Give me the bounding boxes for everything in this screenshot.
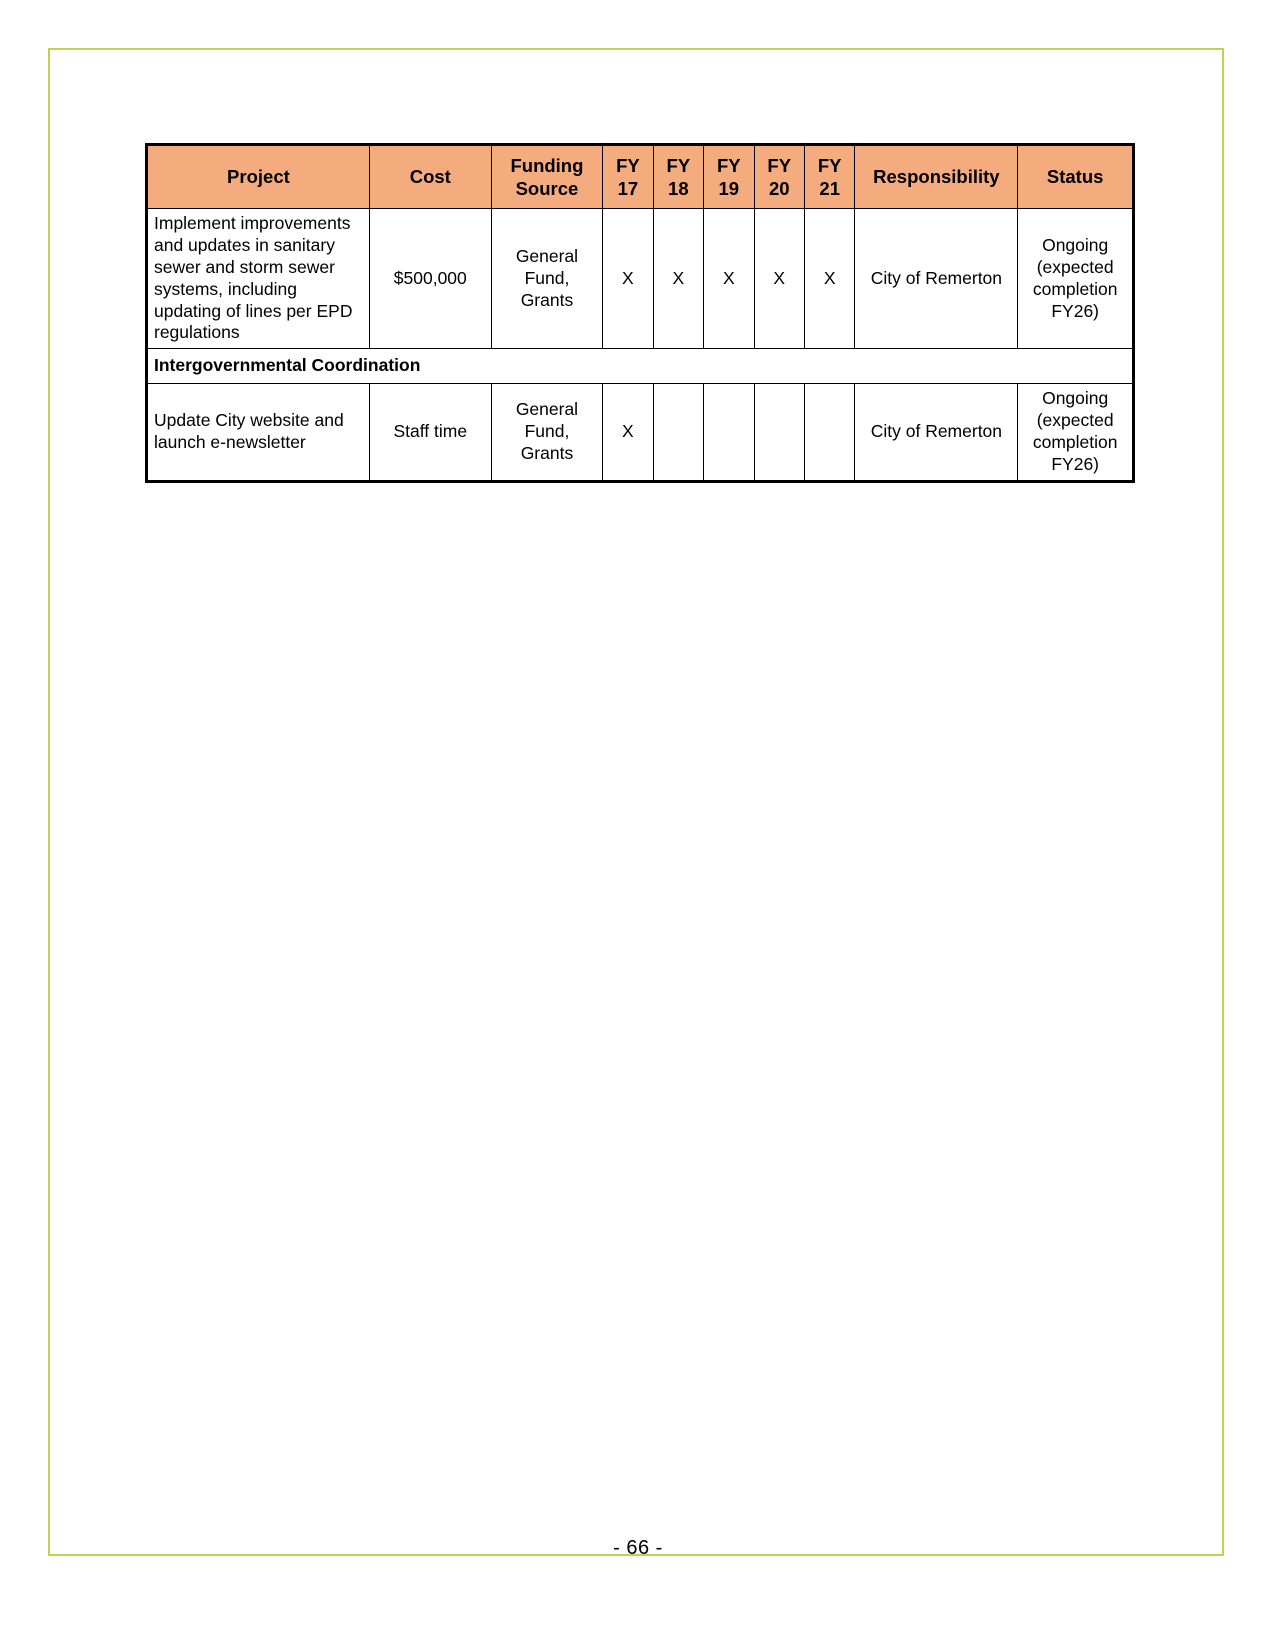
status-line: Ongoing	[1042, 234, 1109, 255]
cell-fy21	[804, 384, 854, 482]
cell-project: Implement improvements and updates in sanitary sewer and storm sewer systems, including updating of lines per EPD regulations	[147, 209, 370, 349]
column-header-fy20-line2: 20	[768, 178, 790, 199]
column-header-fy18-line1: FY	[666, 154, 691, 176]
cell-fy17: X	[603, 384, 653, 482]
cell-cost: Staff time	[369, 384, 491, 482]
column-header-funding-source-line1: Funding	[510, 154, 584, 176]
cell-responsibility: City of Remerton	[855, 384, 1018, 482]
column-header-project: Project	[147, 145, 370, 209]
column-header-responsibility: Responsibility	[855, 145, 1018, 209]
table-row	[147, 384, 1134, 482]
cell-fy17: X	[603, 209, 653, 349]
funding-source-line: Grants	[520, 442, 574, 463]
cell-project: Update City website and launch e-newsletter	[147, 384, 370, 482]
cell-status	[1018, 209, 1134, 349]
status-line: Ongoing	[1042, 388, 1109, 409]
cell-fy21: X	[804, 209, 854, 349]
column-header-funding-source	[491, 145, 602, 209]
cell-fy20	[754, 384, 804, 482]
status-line: FY26)	[1051, 453, 1099, 474]
cell-responsibility: City of Remerton	[855, 209, 1018, 349]
cell-fy19: X	[704, 209, 754, 349]
cell-fy19	[704, 384, 754, 482]
table-section-row	[147, 349, 1134, 384]
funding-source-line: General	[515, 399, 579, 420]
document-page	[48, 48, 1224, 1559]
header-row	[147, 145, 1134, 209]
table-header	[147, 145, 1134, 209]
column-header-fy18-line2: 18	[668, 178, 689, 199]
status-line: completion	[1032, 278, 1118, 299]
cell-status	[1018, 384, 1134, 482]
funding-source-line: General	[515, 245, 579, 266]
column-header-funding-source-line2: Source	[515, 178, 579, 199]
cell-fy18: X	[653, 209, 703, 349]
column-header-fy21	[804, 145, 854, 209]
status-line: FY26)	[1051, 300, 1099, 321]
cell-fy20: X	[754, 209, 804, 349]
column-header-fy21-line2: 21	[819, 178, 840, 199]
cell-funding-source	[491, 384, 602, 482]
column-header-fy17-line2: 17	[617, 178, 639, 199]
page-number: - 66 -	[613, 1537, 663, 1559]
status-line: (expected	[1036, 256, 1114, 277]
column-header-fy17	[603, 145, 653, 209]
funding-source-line: Fund,	[524, 267, 570, 288]
column-header-fy20	[754, 145, 804, 209]
column-header-status: Status	[1018, 145, 1134, 209]
cell-funding-source	[491, 209, 602, 349]
column-header-fy18	[653, 145, 703, 209]
funding-source-line: Grants	[520, 289, 574, 310]
column-header-fy20-line1: FY	[767, 154, 792, 176]
table-body	[147, 209, 1134, 482]
implementation-plan-table	[145, 143, 1135, 483]
cell-fy18	[653, 384, 703, 482]
cell-cost: $500,000	[369, 209, 491, 349]
status-line: completion	[1032, 432, 1118, 452]
column-header-fy21-line1: FY	[817, 154, 842, 176]
table-row	[147, 209, 1134, 349]
column-header-fy19-line2: 19	[718, 178, 740, 199]
column-header-fy19	[704, 145, 754, 209]
column-header-fy17-line1: FY	[616, 154, 640, 176]
funding-source-line: Fund,	[524, 421, 570, 442]
page-content	[145, 143, 1135, 483]
section-header-intergovernmental-coordination: Intergovernmental Coordination	[147, 349, 1134, 384]
status-line: (expected	[1036, 410, 1114, 431]
column-header-cost: Cost	[369, 145, 491, 209]
column-header-fy19-line1: FY	[716, 154, 741, 176]
